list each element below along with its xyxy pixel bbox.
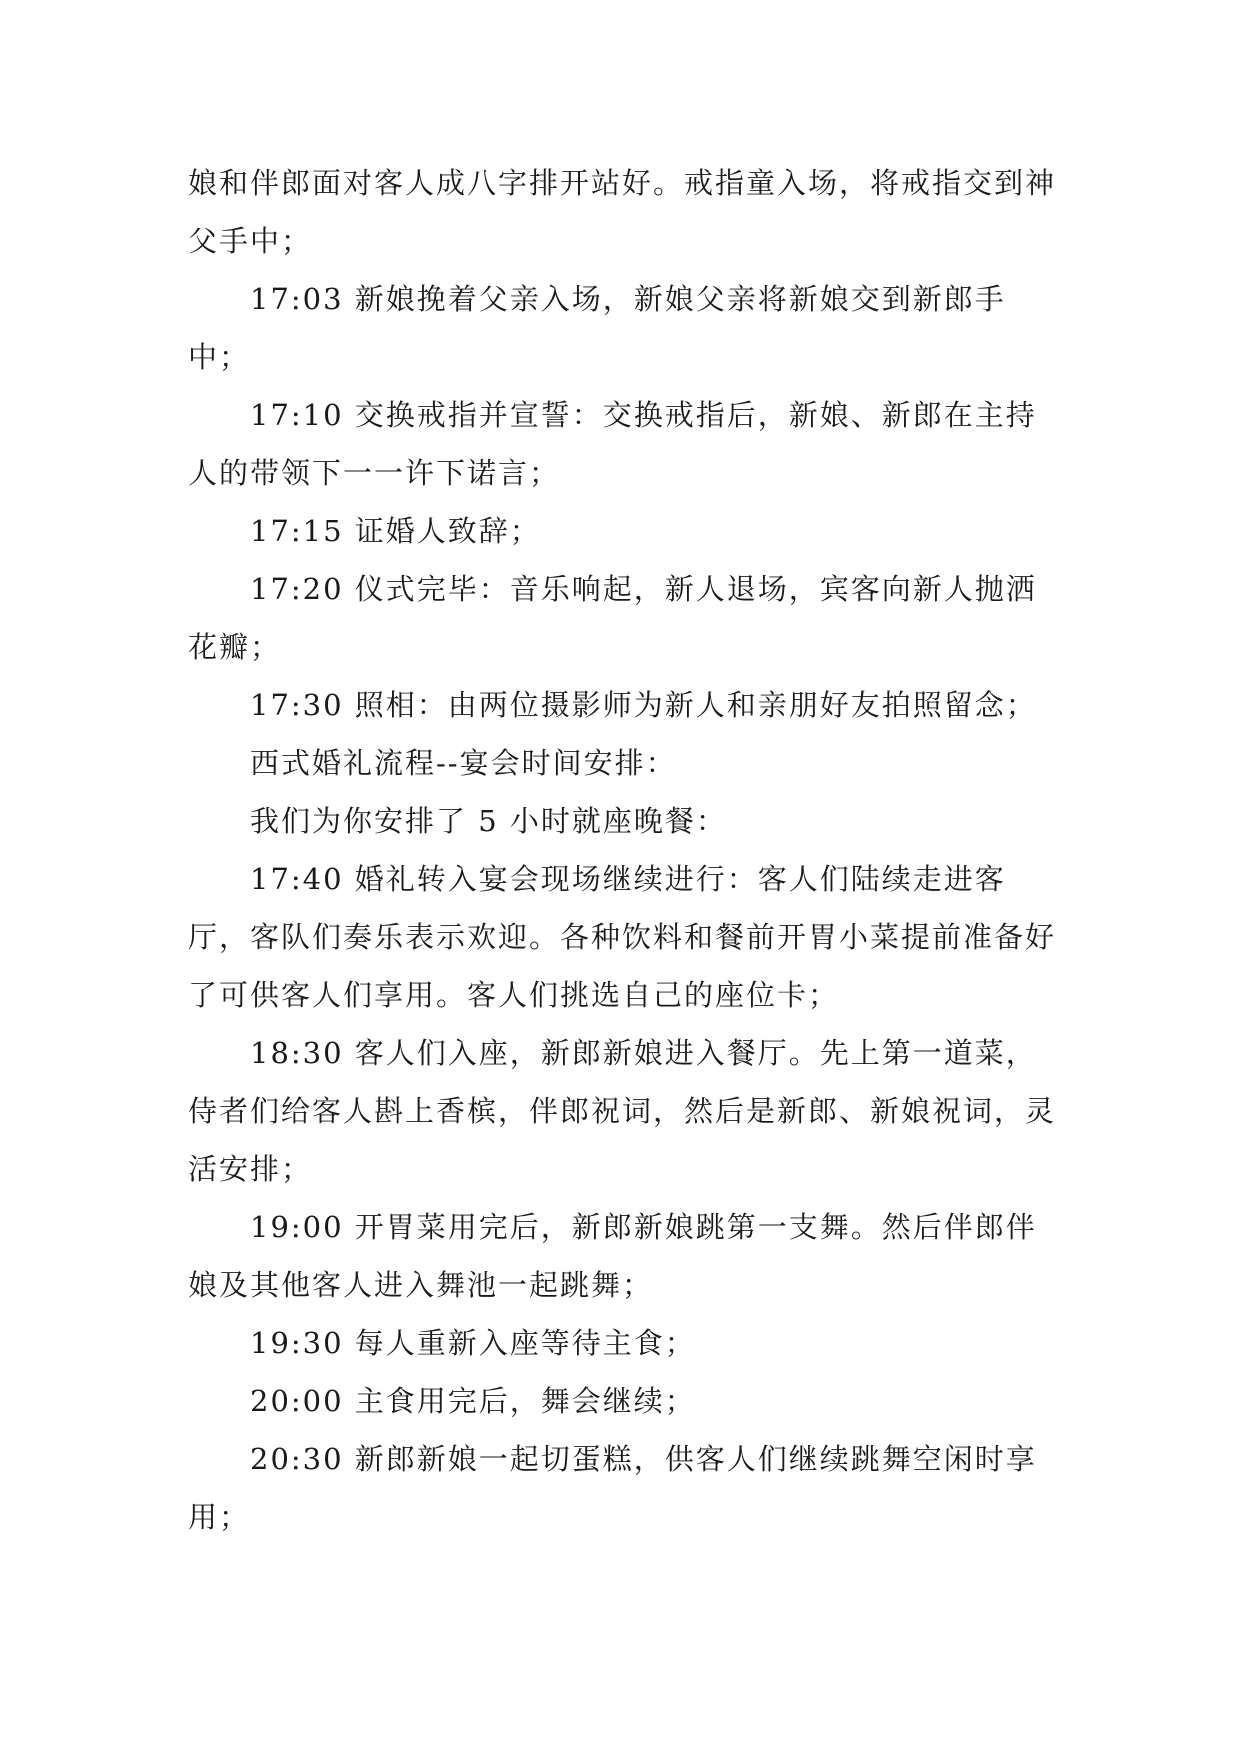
paragraph: 19:00 开胃菜用完后，新郎新娘跳第一支舞。然后伴郎伴娘及其他客人进入舞池一起跳舞； bbox=[188, 1210, 1037, 1302]
paragraph: 17:15 证婚人致辞； bbox=[250, 514, 541, 548]
paragraph: 18:30 客人们入座，新郎新娘进入餐厅。先上第一道菜，侍者们给客人斟上香槟，伴郎祝词，然后是新郎、新娘祝词，灵活安排； bbox=[188, 1036, 1057, 1186]
paragraph: 19:30 每人重新入座等待主食； bbox=[250, 1326, 696, 1360]
paragraph: 17:30 照相：由两位摄影师为新人和亲朋好友拍照留念； bbox=[250, 688, 1037, 722]
paragraph: 17:20 仪式完毕：音乐响起，新人退场，宾客向新人抛洒花瓣； bbox=[188, 572, 1037, 664]
paragraph: 20:00 主食用完后，舞会继续； bbox=[250, 1384, 696, 1418]
paragraph: 我们为你安排了 5 小时就座晚餐： bbox=[250, 804, 727, 838]
paragraph: 20:30 新郎新娘一起切蛋糕，供客人们继续跳舞空闲时享用； bbox=[188, 1442, 1037, 1534]
paragraph: 17:10 交换戒指并宣誓：交换戒指后，新娘、新郎在主持人的带领下一一许下诺言； bbox=[188, 398, 1037, 490]
paragraph: 17:40 婚礼转入宴会现场继续进行：客人们陆续走进客厅，客队们奏乐表示欢迎。各种饮料和餐前开胃小菜提前准备好了可供客人们享用。客人们挑选自己的座位卡； bbox=[188, 862, 1057, 1012]
document-body bbox=[188, 154, 1058, 1546]
paragraph: 娘和伴郎面对客人成八字排开站好。戒指童入场，将戒指交到神父手中； bbox=[188, 166, 1057, 258]
paragraph: 西式婚礼流程--宴会时间安排： bbox=[250, 746, 677, 780]
paragraph: 17:03 新娘挽着父亲入场，新娘父亲将新娘交到新郎手中； bbox=[188, 282, 1006, 374]
